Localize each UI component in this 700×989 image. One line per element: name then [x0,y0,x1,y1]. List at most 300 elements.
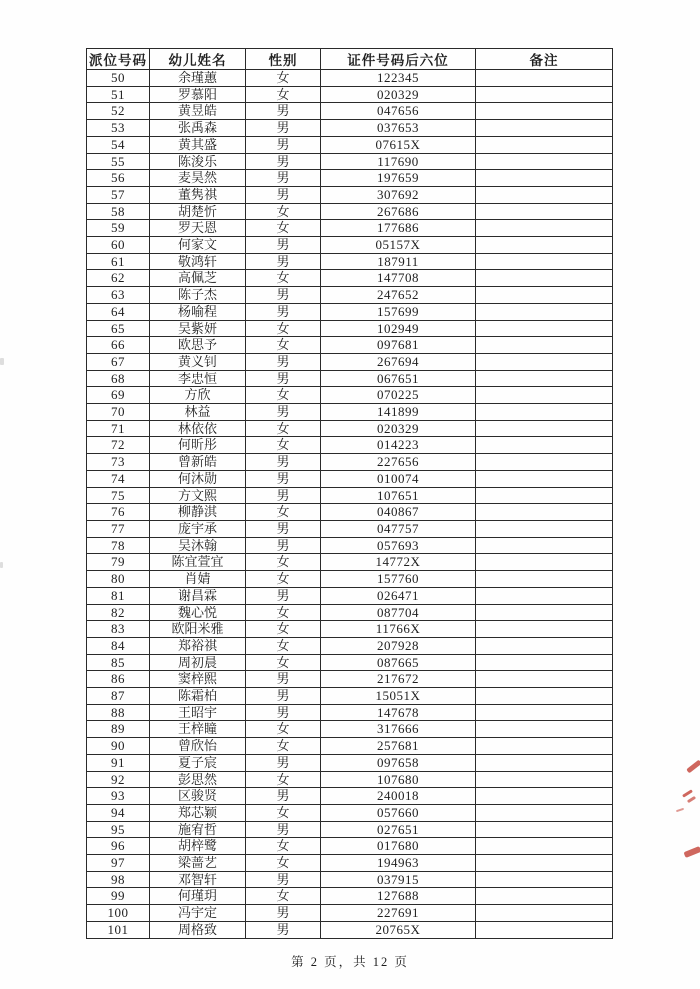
cell-allocation-number: 88 [87,704,150,721]
cell-id-last-six: 102949 [321,320,476,337]
cell-child-name: 周初晨 [150,654,246,671]
cell-id-last-six: 05157X [321,237,476,254]
cell-remarks [476,437,613,454]
table-row [87,671,613,688]
cell-remarks [476,637,613,654]
table-row [87,270,613,287]
cell-gender: 男 [246,370,321,387]
cell-child-name: 王梓瞳 [150,721,246,738]
cell-allocation-number: 95 [87,821,150,838]
red-seal-fragment [686,760,700,774]
cell-id-last-six: 14772X [321,554,476,571]
table-row [87,637,613,654]
cell-id-last-six: 177686 [321,220,476,237]
cell-allocation-number: 58 [87,203,150,220]
cell-child-name: 周格致 [150,921,246,938]
cell-id-last-six: 227656 [321,454,476,471]
cell-allocation-number: 97 [87,855,150,872]
cell-id-last-six: 157699 [321,303,476,320]
cell-child-name: 欧思予 [150,337,246,354]
table-row [87,370,613,387]
table-row [87,504,613,521]
table-row [87,804,613,821]
cell-child-name: 黄昱皓 [150,103,246,120]
cell-allocation-number: 55 [87,153,150,170]
cell-gender: 男 [246,253,321,270]
cell-id-last-six: 087665 [321,654,476,671]
cell-child-name: 黄其盛 [150,136,246,153]
cell-remarks [476,70,613,87]
cell-id-last-six: 227691 [321,905,476,922]
cell-remarks [476,587,613,604]
table-row [87,170,613,187]
cell-child-name: 王昭宇 [150,704,246,721]
cell-remarks [476,320,613,337]
cell-child-name: 吴沐翰 [150,537,246,554]
cell-id-last-six: 240018 [321,788,476,805]
cell-child-name: 陈宜萱宜 [150,554,246,571]
cell-allocation-number: 100 [87,905,150,922]
red-seal-fragment [676,808,684,812]
table-row [87,738,613,755]
col-header-gender: 性别 [246,49,321,70]
cell-allocation-number: 87 [87,688,150,705]
cell-remarks [476,754,613,771]
cell-remarks [476,487,613,504]
cell-child-name: 柳静淇 [150,504,246,521]
cell-gender: 男 [246,470,321,487]
table-row [87,387,613,404]
cell-id-last-six: 067651 [321,370,476,387]
cell-remarks [476,771,613,788]
cell-gender: 男 [246,487,321,504]
cell-remarks [476,120,613,137]
cell-allocation-number: 92 [87,771,150,788]
red-seal-fragment [683,846,700,858]
cell-gender: 男 [246,905,321,922]
cell-child-name: 谢昌霖 [150,587,246,604]
cell-allocation-number: 98 [87,871,150,888]
cell-remarks [476,671,613,688]
cell-allocation-number: 73 [87,454,150,471]
cell-allocation-number: 96 [87,838,150,855]
cell-gender: 女 [246,721,321,738]
cell-allocation-number: 74 [87,470,150,487]
table-row [87,353,613,370]
cell-remarks [476,387,613,404]
cell-allocation-number: 99 [87,888,150,905]
cell-id-last-six: 020329 [321,420,476,437]
allocation-roster-table [86,48,613,939]
cell-allocation-number: 79 [87,554,150,571]
cell-id-last-six: 267686 [321,203,476,220]
cell-gender: 男 [246,754,321,771]
cell-remarks [476,270,613,287]
cell-remarks [476,153,613,170]
cell-child-name: 施宥哲 [150,821,246,838]
cell-allocation-number: 101 [87,921,150,938]
table-row [87,621,613,638]
cell-remarks [476,103,613,120]
cell-child-name: 庞宇承 [150,520,246,537]
cell-gender: 男 [246,821,321,838]
cell-id-last-six: 020329 [321,86,476,103]
cell-child-name: 李忠恒 [150,370,246,387]
cell-id-last-six: 027651 [321,821,476,838]
cell-gender: 女 [246,86,321,103]
table-row [87,120,613,137]
table-row [87,604,613,621]
cell-remarks [476,704,613,721]
cell-remarks [476,237,613,254]
cell-allocation-number: 69 [87,387,150,404]
cell-child-name: 肖婧 [150,571,246,588]
cell-remarks [476,337,613,354]
cell-gender: 女 [246,604,321,621]
cell-id-last-six: 047757 [321,520,476,537]
cell-id-last-six: 010074 [321,470,476,487]
cell-remarks [476,253,613,270]
cell-allocation-number: 82 [87,604,150,621]
cell-remarks [476,170,613,187]
cell-allocation-number: 80 [87,571,150,588]
cell-remarks [476,186,613,203]
cell-child-name: 麦昊然 [150,170,246,187]
table-row [87,220,613,237]
cell-child-name: 罗慕阳 [150,86,246,103]
cell-child-name: 曾欣怡 [150,738,246,755]
cell-child-name: 杨喻程 [150,303,246,320]
table-row [87,70,613,87]
cell-allocation-number: 78 [87,537,150,554]
table-row [87,905,613,922]
cell-gender: 男 [246,153,321,170]
cell-gender: 女 [246,738,321,755]
cell-allocation-number: 75 [87,487,150,504]
table-row [87,404,613,421]
cell-allocation-number: 59 [87,220,150,237]
col-header-allocation-number: 派位号码 [87,49,150,70]
cell-id-last-six: 047656 [321,103,476,120]
cell-id-last-six: 267694 [321,353,476,370]
table-row [87,186,613,203]
cell-child-name: 高佩芝 [150,270,246,287]
cell-child-name: 陈子杰 [150,287,246,304]
page-number-footer: 第 2 页，共 12 页 [291,955,409,969]
cell-child-name: 余瑾蕙 [150,70,246,87]
cell-allocation-number: 66 [87,337,150,354]
table-header-row [87,49,613,70]
cell-gender: 女 [246,838,321,855]
cell-allocation-number: 81 [87,587,150,604]
table-row [87,721,613,738]
cell-allocation-number: 56 [87,170,150,187]
cell-child-name: 彭思然 [150,771,246,788]
red-seal-fragment [687,796,696,803]
cell-id-last-six: 207928 [321,637,476,654]
cell-gender: 男 [246,186,321,203]
cell-allocation-number: 63 [87,287,150,304]
cell-child-name: 梁蔷艺 [150,855,246,872]
cell-child-name: 何昕彤 [150,437,246,454]
cell-child-name: 窦梓熙 [150,671,246,688]
cell-remarks [476,86,613,103]
cell-child-name: 冯宇定 [150,905,246,922]
cell-gender: 男 [246,303,321,320]
cell-child-name: 方欣 [150,387,246,404]
table-row [87,537,613,554]
cell-child-name: 陈浚乐 [150,153,246,170]
cell-allocation-number: 94 [87,804,150,821]
col-header-id-last-six: 证件号码后六位 [321,49,476,70]
cell-allocation-number: 54 [87,136,150,153]
cell-gender: 男 [246,237,321,254]
cell-id-last-six: 040867 [321,504,476,521]
cell-gender: 女 [246,220,321,237]
cell-child-name: 林益 [150,404,246,421]
table-row [87,554,613,571]
cell-child-name: 敬鸿轩 [150,253,246,270]
cell-allocation-number: 67 [87,353,150,370]
cell-id-last-six: 070225 [321,387,476,404]
cell-id-last-six: 147708 [321,270,476,287]
cell-gender: 女 [246,504,321,521]
cell-child-name: 欧阳米雅 [150,621,246,638]
cell-gender: 男 [246,587,321,604]
cell-allocation-number: 62 [87,270,150,287]
cell-child-name: 何家文 [150,237,246,254]
cell-child-name: 夏子宸 [150,754,246,771]
cell-gender: 女 [246,888,321,905]
cell-gender: 男 [246,287,321,304]
table-row [87,454,613,471]
cell-gender: 女 [246,437,321,454]
cell-remarks [476,420,613,437]
cell-child-name: 陈霜柏 [150,688,246,705]
cell-gender: 男 [246,921,321,938]
cell-gender: 女 [246,771,321,788]
cell-id-last-six: 157760 [321,571,476,588]
cell-child-name: 区骏贤 [150,788,246,805]
table-row [87,253,613,270]
cell-id-last-six: 117690 [321,153,476,170]
cell-remarks [476,621,613,638]
table-body [87,70,613,939]
cell-child-name: 邓智轩 [150,871,246,888]
cell-gender: 女 [246,654,321,671]
cell-remarks [476,838,613,855]
cell-remarks [476,604,613,621]
table-row [87,771,613,788]
cell-child-name: 黄义钊 [150,353,246,370]
cell-allocation-number: 83 [87,621,150,638]
cell-id-last-six: 057693 [321,537,476,554]
table-row [87,320,613,337]
cell-id-last-six: 11766X [321,621,476,638]
cell-child-name: 吴紫妍 [150,320,246,337]
cell-allocation-number: 65 [87,320,150,337]
cell-remarks [476,370,613,387]
cell-allocation-number: 77 [87,520,150,537]
cell-remarks [476,136,613,153]
cell-gender: 女 [246,320,321,337]
cell-child-name: 董隽祺 [150,186,246,203]
table-row [87,754,613,771]
table-row [87,136,613,153]
cell-gender: 女 [246,270,321,287]
cell-id-last-six: 20765X [321,921,476,938]
cell-child-name: 何瑾玥 [150,888,246,905]
table-row [87,237,613,254]
table-row [87,855,613,872]
cell-gender: 男 [246,537,321,554]
cell-id-last-six: 017680 [321,838,476,855]
cell-gender: 男 [246,404,321,421]
cell-id-last-six: 141899 [321,404,476,421]
cell-gender: 女 [246,621,321,638]
table-row [87,337,613,354]
cell-remarks [476,504,613,521]
cell-remarks [476,454,613,471]
table-row [87,303,613,320]
cell-allocation-number: 50 [87,70,150,87]
cell-id-last-six: 037653 [321,120,476,137]
cell-remarks [476,287,613,304]
cell-id-last-six: 194963 [321,855,476,872]
cell-allocation-number: 52 [87,103,150,120]
cell-id-last-six: 197659 [321,170,476,187]
cell-gender: 女 [246,387,321,404]
cell-remarks [476,220,613,237]
cell-child-name: 何沐勋 [150,470,246,487]
cell-child-name: 魏心悦 [150,604,246,621]
cell-gender: 女 [246,70,321,87]
cell-id-last-six: 307692 [321,186,476,203]
cell-id-last-six: 107651 [321,487,476,504]
cell-remarks [476,404,613,421]
cell-gender: 男 [246,520,321,537]
cell-gender: 男 [246,120,321,137]
table-row [87,654,613,671]
cell-allocation-number: 85 [87,654,150,671]
table-row [87,420,613,437]
cell-remarks [476,537,613,554]
table-row [87,520,613,537]
cell-id-last-six: 217672 [321,671,476,688]
cell-gender: 男 [246,688,321,705]
cell-remarks [476,554,613,571]
cell-id-last-six: 317666 [321,721,476,738]
cell-id-last-six: 127688 [321,888,476,905]
cell-id-last-six: 014223 [321,437,476,454]
cell-gender: 女 [246,420,321,437]
cell-gender: 男 [246,671,321,688]
cell-remarks [476,738,613,755]
cell-gender: 女 [246,804,321,821]
table-row [87,688,613,705]
cell-remarks [476,871,613,888]
cell-remarks [476,203,613,220]
table-row [87,921,613,938]
cell-remarks [476,520,613,537]
cell-id-last-six: 097658 [321,754,476,771]
cell-allocation-number: 72 [87,437,150,454]
cell-gender: 男 [246,871,321,888]
table-row [87,788,613,805]
cell-id-last-six: 087704 [321,604,476,621]
cell-allocation-number: 60 [87,237,150,254]
cell-remarks [476,788,613,805]
cell-gender: 女 [246,637,321,654]
col-header-remarks: 备注 [476,49,613,70]
cell-child-name: 郑芯颖 [150,804,246,821]
cell-allocation-number: 90 [87,738,150,755]
cell-id-last-six: 257681 [321,738,476,755]
table-row [87,888,613,905]
table-row [87,437,613,454]
cell-id-last-six: 026471 [321,587,476,604]
cell-allocation-number: 64 [87,303,150,320]
table-row [87,571,613,588]
cell-remarks [476,804,613,821]
cell-child-name: 曾新皓 [150,454,246,471]
cell-allocation-number: 57 [87,186,150,203]
cell-id-last-six: 122345 [321,70,476,87]
scan-noise-mark [0,562,3,568]
cell-gender: 男 [246,103,321,120]
cell-id-last-six: 057660 [321,804,476,821]
cell-id-last-six: 187911 [321,253,476,270]
cell-allocation-number: 61 [87,253,150,270]
cell-allocation-number: 89 [87,721,150,738]
cell-gender: 男 [246,170,321,187]
table-row [87,86,613,103]
table-row [87,821,613,838]
cell-gender: 女 [246,855,321,872]
cell-remarks [476,855,613,872]
cell-remarks [476,921,613,938]
table-row [87,203,613,220]
cell-remarks [476,888,613,905]
cell-allocation-number: 70 [87,404,150,421]
table-row [87,470,613,487]
cell-remarks [476,303,613,320]
cell-allocation-number: 68 [87,370,150,387]
cell-gender: 男 [246,454,321,471]
cell-gender: 女 [246,203,321,220]
cell-remarks [476,654,613,671]
cell-child-name: 方文熙 [150,487,246,504]
cell-child-name: 林依依 [150,420,246,437]
cell-gender: 男 [246,704,321,721]
cell-allocation-number: 76 [87,504,150,521]
cell-id-last-six: 097681 [321,337,476,354]
cell-allocation-number: 91 [87,754,150,771]
cell-gender: 男 [246,353,321,370]
cell-allocation-number: 51 [87,86,150,103]
cell-gender: 女 [246,554,321,571]
cell-id-last-six: 147678 [321,704,476,721]
table-row [87,287,613,304]
cell-child-name: 郑裕祺 [150,637,246,654]
cell-gender: 女 [246,571,321,588]
table-row [87,587,613,604]
cell-allocation-number: 86 [87,671,150,688]
cell-remarks [476,905,613,922]
cell-id-last-six: 107680 [321,771,476,788]
cell-id-last-six: 037915 [321,871,476,888]
table-row [87,487,613,504]
